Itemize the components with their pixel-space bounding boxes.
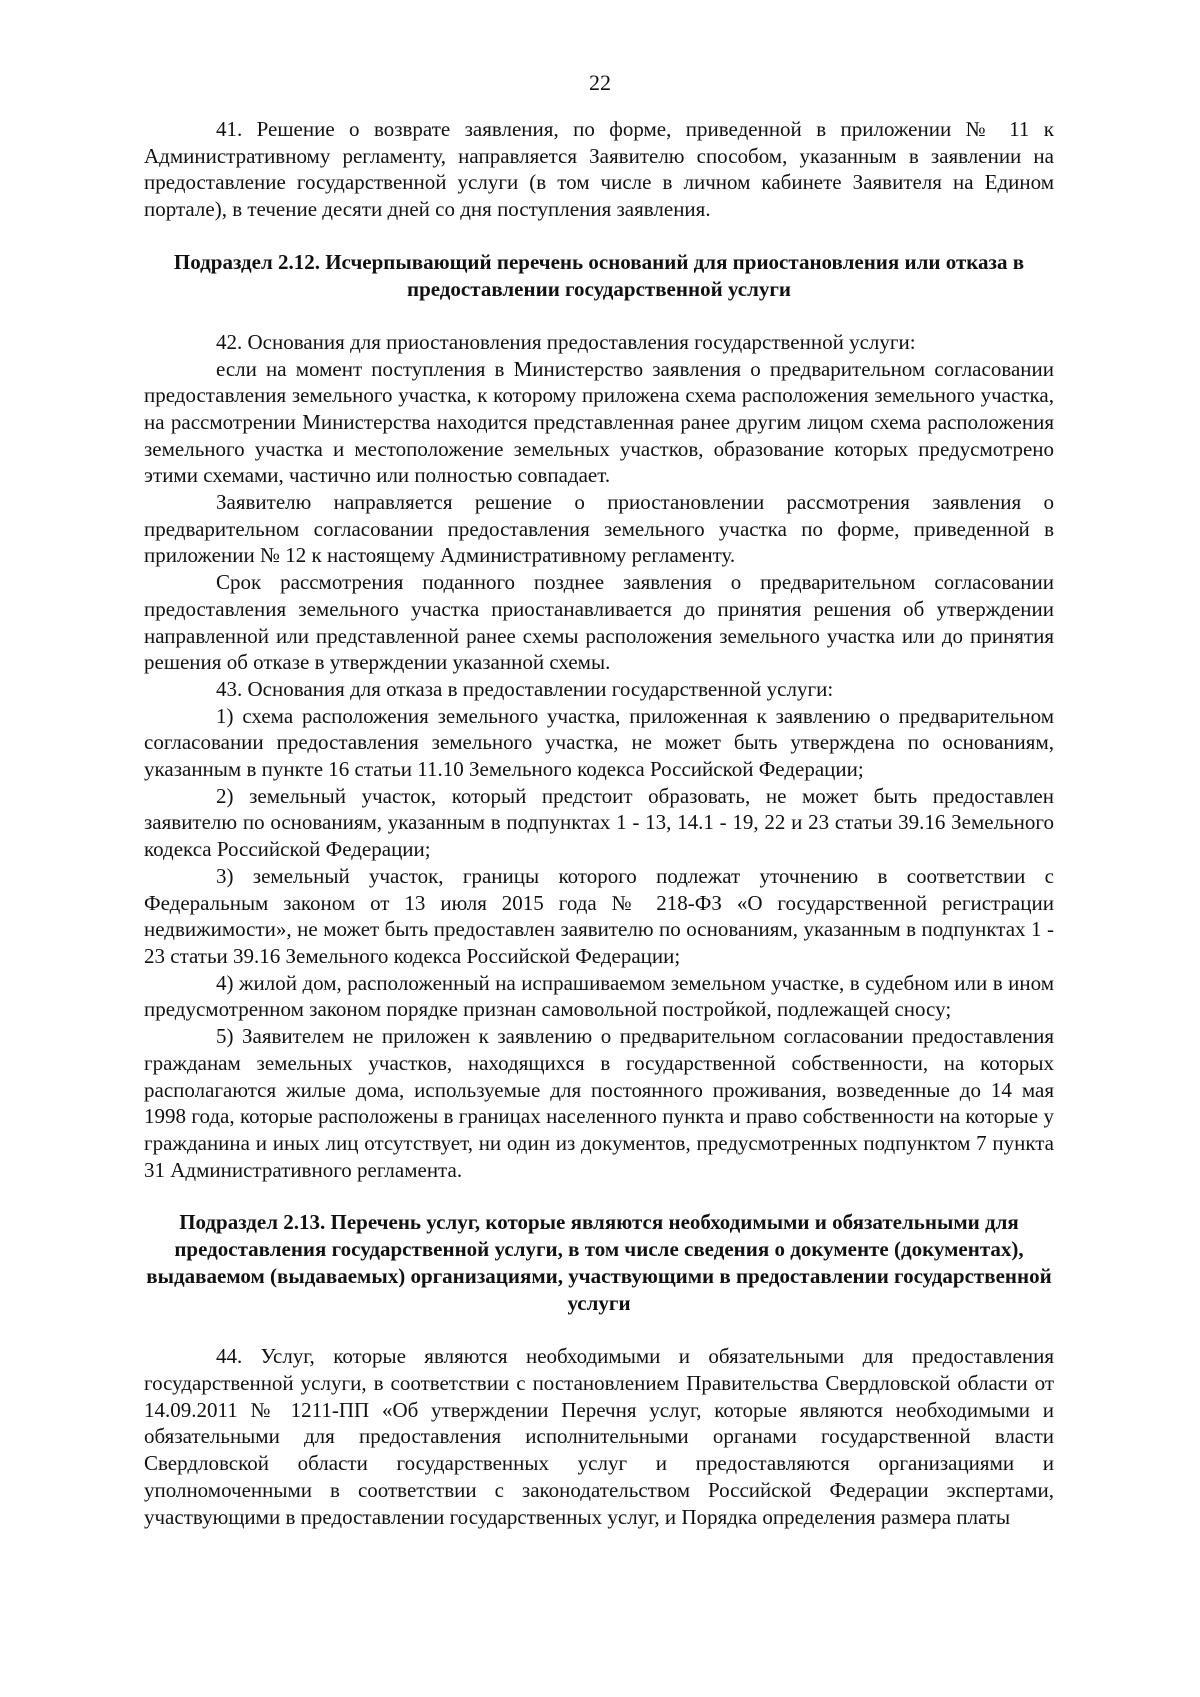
paragraph-41: 41. Решение о возврате заявления, по форме, приведенной в приложении № 11 к Административному регламенту, направляется Заявителю способом, указанным в заявлении на предоставление государственной услуги (в том числе в личном кабинете Заявителя на Едином портале), в течение десяти дней со дня поступления заявления.	[144, 117, 1054, 222]
paragraph-42-decision-notice: Заявителю направляется решение о приостановлении рассмотрения заявления о предварительном согласовании предоставления земельного участка по форме, приведенной в приложении № 12 к настоящему Административному регламенту.	[144, 490, 1054, 568]
paragraph-42: 42. Основания для приостановления предоставления государственной услуги:	[216, 329, 916, 354]
document-body	[144, 116, 1054, 1530]
paragraph-43: 43. Основания для отказа в предоставлении государственной услуги:	[216, 676, 834, 701]
paragraph-43-item-5: 5) Заявителем не приложен к заявлению о предварительном согласовании предоставления гражданам земельных участков, находящихся в государственной собственности, на которых располагаются жилые дома, используемые для постоянного проживания, возведенные до 14 мая 1998 года, которые расположены в границах населенного пункта и право собственности на которые у гражданина и иных лиц отсутствует, ни один из документов, предусмотренных подпунктом 7 пункта 31 Административного регламента.	[144, 1024, 1054, 1182]
paragraph-43-item-1: 1) схема расположения земельного участка, приложенная к заявлению о предварительном согласовании предоставления земельного участка, не может быть утверждена по основаниям, указанным в пункте 16 статьи 11.10 Земельного кодекса Российской Федерации;	[144, 703, 1054, 782]
subsection-heading-2-13: Подраздел 2.13. Перечень услуг, которые являются необходимыми и обязательными для предоставления государственной услуги, в том числе сведения о документе (документах), выдаваемом (выдаваемых) организациями, участвующими в предоставлении государственной услуги	[146, 1210, 1052, 1316]
page-number: 22	[589, 70, 611, 95]
paragraph-44: 44. Услуг, которые являются необходимыми и обязательными для предоставления государственной услуги, в соответствии с постановлением Правительства Свердловской области от 14.09.2011 № 1211-ПП «Об утверждении Перечня услуг, которые являются необходимыми и обязательными для предоставления исполнительными органами государственной власти Свердловской области государственных услуг и предоставляются организациями и уполномоченными в соответствии с законодательством Российской Федерации экспертами, участвующими в предоставлении государственных услуг, и Порядка определения размера платы	[144, 1344, 1054, 1529]
subsection-heading-2-12: Подраздел 2.12. Исчерпывающий перечень оснований для приостановления или отказа в предоставлении государственной услуги	[173, 249, 1025, 301]
paragraph-43-item-3: 3) земельный участок, границы которого подлежат уточнению в соответствии с Федеральным законом от 13 июля 2015 года № 218-ФЗ «О государственной регистрации недвижимости», не может быть предоставлен заявителю по основаниям, указанным в подпунктах 1 - 23 статьи 39.16 Земельного кодекса Российской Федерации;	[144, 863, 1054, 968]
paragraph-42-suspension-condition: если на момент поступления в Министерство заявления о предварительном согласовании предоставления земельного участка, к которому приложена схема расположения земельного участка, на рассмотрении Министерства находится представленная ранее другим лицом схема расположения земельного участка и местоположение земельных участков, образование которых предусмотрено этими схемами, частично или полностью совпадает.	[144, 356, 1054, 488]
paragraph-42-review-period: Срок рассмотрения поданного позднее заявления о предварительном согласовании предоставления земельного участка приостанавливается до принятия решения об утверждении направленной или представленной ранее схемы расположения земельного участка или до принятия решения об отказе в утверждении указанной схемы.	[144, 570, 1054, 675]
paragraph-43-item-2: 2) земельный участок, который предстоит образовать, не может быть предоставлен заявителю по основаниям, указанным в подпунктах 1 - 13, 14.1 - 19, 22 и 23 статьи 39.16 Земельного кодекса Российской Федерации;	[144, 783, 1054, 862]
paragraph-43-item-4: 4) жилой дом, расположенный на испрашиваемом земельном участке, в судебном или в ином предусмотренном законом порядке признан самовольной постройкой, подлежащей сносу;	[144, 970, 1054, 1022]
